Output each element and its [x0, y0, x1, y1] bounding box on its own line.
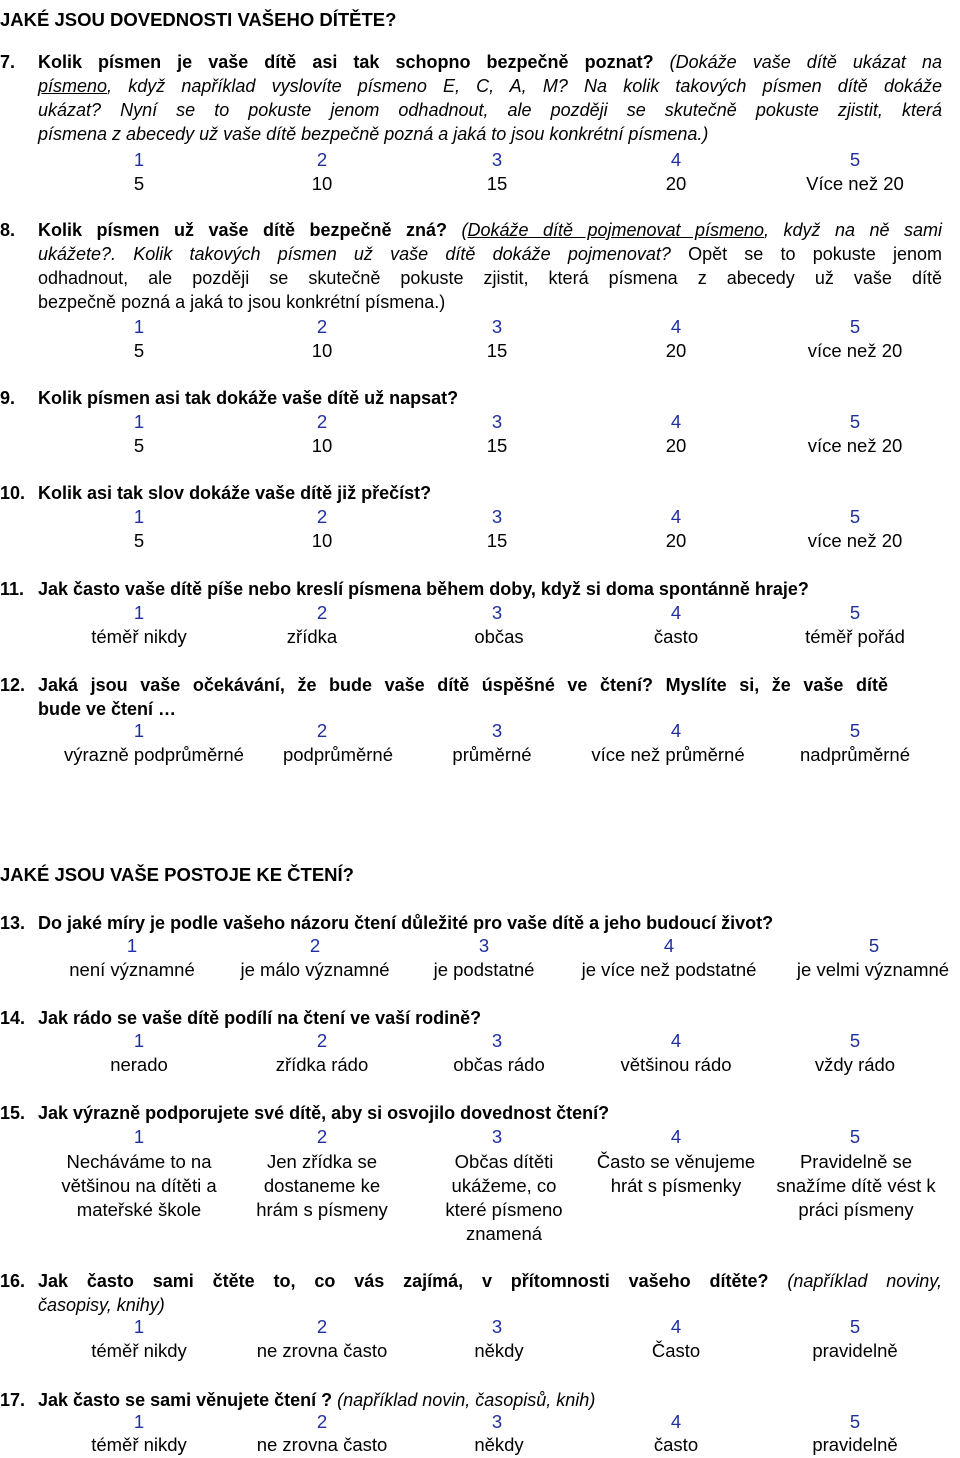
option-label: 15 — [486, 340, 508, 361]
option-label: více než 20 — [807, 340, 903, 361]
question-8-line-3: odhadnout, ale později se skutečně pokuste zjistit, která písmena z abecedy už vaše dítě — [38, 268, 942, 288]
scale-number-3: 3 — [491, 1411, 503, 1432]
question-8-scale-numbers — [0, 316, 960, 340]
scale-number-3: 3 — [491, 411, 503, 432]
scale-number-1: 1 — [133, 411, 145, 432]
question-16-line-1: Jak často sami čtěte to, co vás zajímá, v přítomnosti vašeho dítěte? (například noviny, — [38, 1271, 942, 1291]
question-7-number: 7. — [0, 52, 16, 72]
question-8-options — [0, 340, 960, 364]
scale-number-2: 2 — [316, 1030, 328, 1051]
question-12-options — [0, 744, 960, 768]
scale-number-5: 5 — [849, 602, 861, 623]
scale-number-1: 1 — [133, 149, 145, 170]
option-label: není významné — [69, 959, 195, 980]
option-label: 10 — [311, 530, 333, 551]
option-label: téměř nikdy — [91, 1434, 187, 1455]
scale-number-1: 1 — [133, 316, 145, 337]
option-label: někdy — [474, 1434, 524, 1455]
question-9-number: 9. — [0, 388, 16, 408]
scale-number-5: 5 — [849, 1126, 861, 1147]
scale-number-3: 3 — [491, 1030, 503, 1051]
option-label: 15 — [486, 435, 508, 456]
option-label: 20 — [665, 340, 687, 361]
scale-number-2: 2 — [316, 602, 328, 623]
scale-number-4: 4 — [670, 149, 682, 170]
option-label: často — [653, 1434, 699, 1455]
question-7-options — [0, 173, 960, 197]
option-label: Necháváme to na většinou na dítěti a mateřské škole — [61, 1151, 217, 1220]
scale-number-3: 3 — [491, 1316, 503, 1337]
question-8-number: 8. — [0, 220, 16, 240]
scale-number-5: 5 — [849, 1030, 861, 1051]
option-label: 5 — [133, 340, 145, 361]
option-label: podprůměrné — [282, 744, 394, 765]
question-8-line-2: ukážete?. Kolik takových písmen už vaše dítě dokáže pojmenovat? Opět se to pokuste jenom — [38, 244, 942, 264]
scale-number-3: 3 — [491, 506, 503, 527]
section-heading-attitudes: JAKÉ JSOU VAŠE POSTOJE KE ČTENÍ? — [0, 864, 354, 885]
option-label: zřídka rádo — [275, 1054, 369, 1075]
question-10-scale-numbers — [0, 506, 960, 530]
scale-number-2: 2 — [316, 720, 328, 741]
option-label: je podstatné — [433, 959, 535, 980]
option-label: Pravidelně se snažíme dítě vést k práci písmeny — [776, 1151, 936, 1220]
scale-number-3: 3 — [478, 935, 490, 956]
question-14-number: 14. — [0, 1008, 26, 1028]
question-15-number: 15. — [0, 1103, 26, 1123]
question-15-text: Jak výrazně podporujete své dítě, aby si osvojilo dovednost čtení? — [38, 1103, 610, 1123]
option-label: téměř nikdy — [91, 626, 187, 647]
scale-number-4: 4 — [670, 411, 682, 432]
scale-number-4: 4 — [670, 1411, 682, 1432]
option-label: 5 — [133, 435, 145, 456]
option-label: pravidelně — [812, 1434, 898, 1455]
question-16-options — [0, 1340, 960, 1364]
scale-number-5: 5 — [849, 316, 861, 337]
question-10-text: Kolik asi tak slov dokáže vaše dítě již přečíst? — [38, 483, 432, 503]
scale-number-1: 1 — [133, 1126, 145, 1147]
question-14-text: Jak rádo se vaše dítě podílí na čtení ve vaší rodině? — [38, 1008, 482, 1028]
scale-number-4: 4 — [670, 316, 682, 337]
question-17-scale-numbers — [0, 1411, 960, 1435]
option-label: průměrné — [452, 744, 532, 765]
scale-number-2: 2 — [316, 316, 328, 337]
question-7-line-4: písmena z abecedy už vaše dítě bezpečně pozná a jaká to jsou konkrétní písmena.) — [38, 124, 709, 144]
scale-number-1: 1 — [133, 1030, 145, 1051]
question-10-options — [0, 530, 960, 554]
question-7-line-2: písmeno, když například vyslovíte písmeno E, C, A, M? Na kolik takových písmen dítě dokáže — [38, 76, 942, 96]
option-label: Často — [651, 1340, 701, 1361]
question-17-text: Jak často se sami věnujete čtení ? (například novin, časopisů, knih) — [38, 1390, 596, 1410]
section-heading-skills: JAKÉ JSOU DOVEDNOSTI VAŠEHO DÍTĚTE? — [0, 9, 397, 30]
option-label: je více než podstatné — [581, 959, 757, 980]
option-label: 10 — [311, 340, 333, 361]
question-13-scale-numbers — [0, 935, 960, 959]
scale-number-4: 4 — [670, 720, 682, 741]
question-7-text: Kolik písmen je vaše dítě asi tak schopno bezpečně poznat? (Dokáže vaše dítě ukázat na — [38, 52, 942, 72]
question-17-options — [0, 1434, 960, 1458]
question-17-number: 17. — [0, 1390, 26, 1410]
scale-number-3: 3 — [491, 316, 503, 337]
scale-number-3: 3 — [491, 149, 503, 170]
question-13-number: 13. — [0, 913, 26, 933]
question-14-scale-numbers — [0, 1030, 960, 1054]
option-label: Více než 20 — [806, 173, 904, 194]
question-7-line-3: ukázat? Nyní se to pokuste jenom odhadnout, ale později se skutečně pokuste zjistit, která — [38, 100, 942, 120]
option-label: většinou rádo — [620, 1054, 732, 1075]
question-8-line-1: Kolik písmen už vaše dítě bezpečně zná? (Dokáže dítě pojmenovat písmeno, když na ně sami — [38, 220, 943, 240]
scale-number-1: 1 — [133, 602, 145, 623]
scale-number-2: 2 — [309, 935, 321, 956]
option-label: je velmi významné — [796, 959, 950, 980]
option-label: 5 — [133, 173, 145, 194]
scale-number-4: 4 — [670, 1030, 682, 1051]
option-label: 10 — [311, 173, 333, 194]
option-label: občas — [474, 626, 524, 647]
option-label: ne zrovna často — [256, 1340, 388, 1361]
option-label: nerado — [110, 1054, 168, 1075]
scale-number-2: 2 — [316, 149, 328, 170]
question-9-scale-numbers — [0, 411, 960, 435]
option-label: je málo významné — [240, 959, 390, 980]
scale-number-2: 2 — [316, 1411, 328, 1432]
option-label: 20 — [665, 530, 687, 551]
question-7-scale-numbers — [0, 149, 960, 173]
option-label: vždy rádo — [814, 1054, 896, 1075]
scale-number-4: 4 — [670, 1126, 682, 1147]
question-10-number: 10. — [0, 483, 26, 503]
question-12-line-1: Jaká jsou vaše očekávání, že bude vaše dítě úspěšné ve čtení? Myslíte si, že vaše dítě — [38, 675, 888, 695]
scale-number-4: 4 — [663, 935, 675, 956]
question-11-text: Jak často vaše dítě píše nebo kreslí písmena během doby, když si doma spontánně hraje? — [38, 579, 809, 599]
scale-number-2: 2 — [316, 411, 328, 432]
scale-number-4: 4 — [670, 602, 682, 623]
option-label: více než 20 — [807, 435, 903, 456]
question-13-text: Do jaké míry je podle vašeho názoru čtení důležité pro vaše dítě a jeho budoucí život? — [38, 913, 774, 933]
option-label: 15 — [486, 173, 508, 194]
question-12-line-2: bude ve čtení … — [38, 699, 177, 719]
question-16-number: 16. — [0, 1271, 26, 1291]
option-label: někdy — [474, 1340, 524, 1361]
option-label: 15 — [486, 530, 508, 551]
scale-number-5: 5 — [849, 506, 861, 527]
question-8-line-4: bezpečně pozná a jaká to jsou konkrétní písmena.) — [38, 292, 446, 312]
scale-number-5: 5 — [868, 935, 880, 956]
scale-number-5: 5 — [849, 1316, 861, 1337]
question-16-line-2: časopisy, knihy) — [38, 1295, 165, 1315]
scale-number-2: 2 — [316, 1126, 328, 1147]
option-label: nadprůměrné — [799, 744, 911, 765]
scale-number-4: 4 — [670, 506, 682, 527]
question-11-scale-numbers — [0, 602, 960, 626]
scale-number-4: 4 — [670, 1316, 682, 1337]
question-15-scale-numbers — [0, 1126, 960, 1150]
scale-number-1: 1 — [133, 720, 145, 741]
scale-number-1: 1 — [126, 935, 138, 956]
option-label: téměř pořád — [805, 626, 905, 647]
question-9-text: Kolik písmen asi tak dokáže vaše dítě už napsat? — [38, 388, 459, 408]
option-label: Občas dítěti ukážeme, co které písmeno znamená — [445, 1151, 563, 1244]
option-label: Často se věnujeme hrát s písmenky — [596, 1151, 756, 1196]
option-label: zřídka — [286, 626, 338, 647]
question-15-options — [0, 1150, 960, 1244]
scale-number-1: 1 — [133, 1316, 145, 1337]
option-label: často — [653, 626, 699, 647]
option-label: občas rádo — [453, 1054, 545, 1075]
scale-number-3: 3 — [491, 602, 503, 623]
scale-number-1: 1 — [133, 506, 145, 527]
scale-number-5: 5 — [849, 149, 861, 170]
option-label: více než průměrné — [591, 744, 745, 765]
option-label: téměř nikdy — [91, 1340, 187, 1361]
option-label: 20 — [665, 435, 687, 456]
question-12-number: 12. — [0, 675, 26, 695]
scale-number-3: 3 — [491, 720, 503, 741]
option-label: 20 — [665, 173, 687, 194]
scale-number-5: 5 — [849, 720, 861, 741]
option-label: více než 20 — [807, 530, 903, 551]
question-16-scale-numbers — [0, 1316, 960, 1340]
scale-number-2: 2 — [316, 1316, 328, 1337]
option-label: Jen zřídka se dostaneme ke hrám s písmeny — [256, 1151, 388, 1220]
option-label: pravidelně — [812, 1340, 898, 1361]
option-label: výrazně podprůměrné — [64, 744, 244, 765]
question-13-options — [0, 959, 960, 983]
option-label: ne zrovna často — [256, 1434, 388, 1455]
option-label: 10 — [311, 435, 333, 456]
scale-number-5: 5 — [849, 1411, 861, 1432]
question-9-options — [0, 435, 960, 459]
question-14-options — [0, 1054, 960, 1078]
scale-number-2: 2 — [316, 506, 328, 527]
scale-number-5: 5 — [849, 411, 861, 432]
question-11-number: 11. — [0, 579, 25, 599]
option-label: 5 — [133, 530, 145, 551]
question-12-scale-numbers — [0, 720, 960, 744]
scale-number-1: 1 — [133, 1411, 145, 1432]
scale-number-3: 3 — [491, 1126, 503, 1147]
question-11-options — [0, 626, 960, 650]
